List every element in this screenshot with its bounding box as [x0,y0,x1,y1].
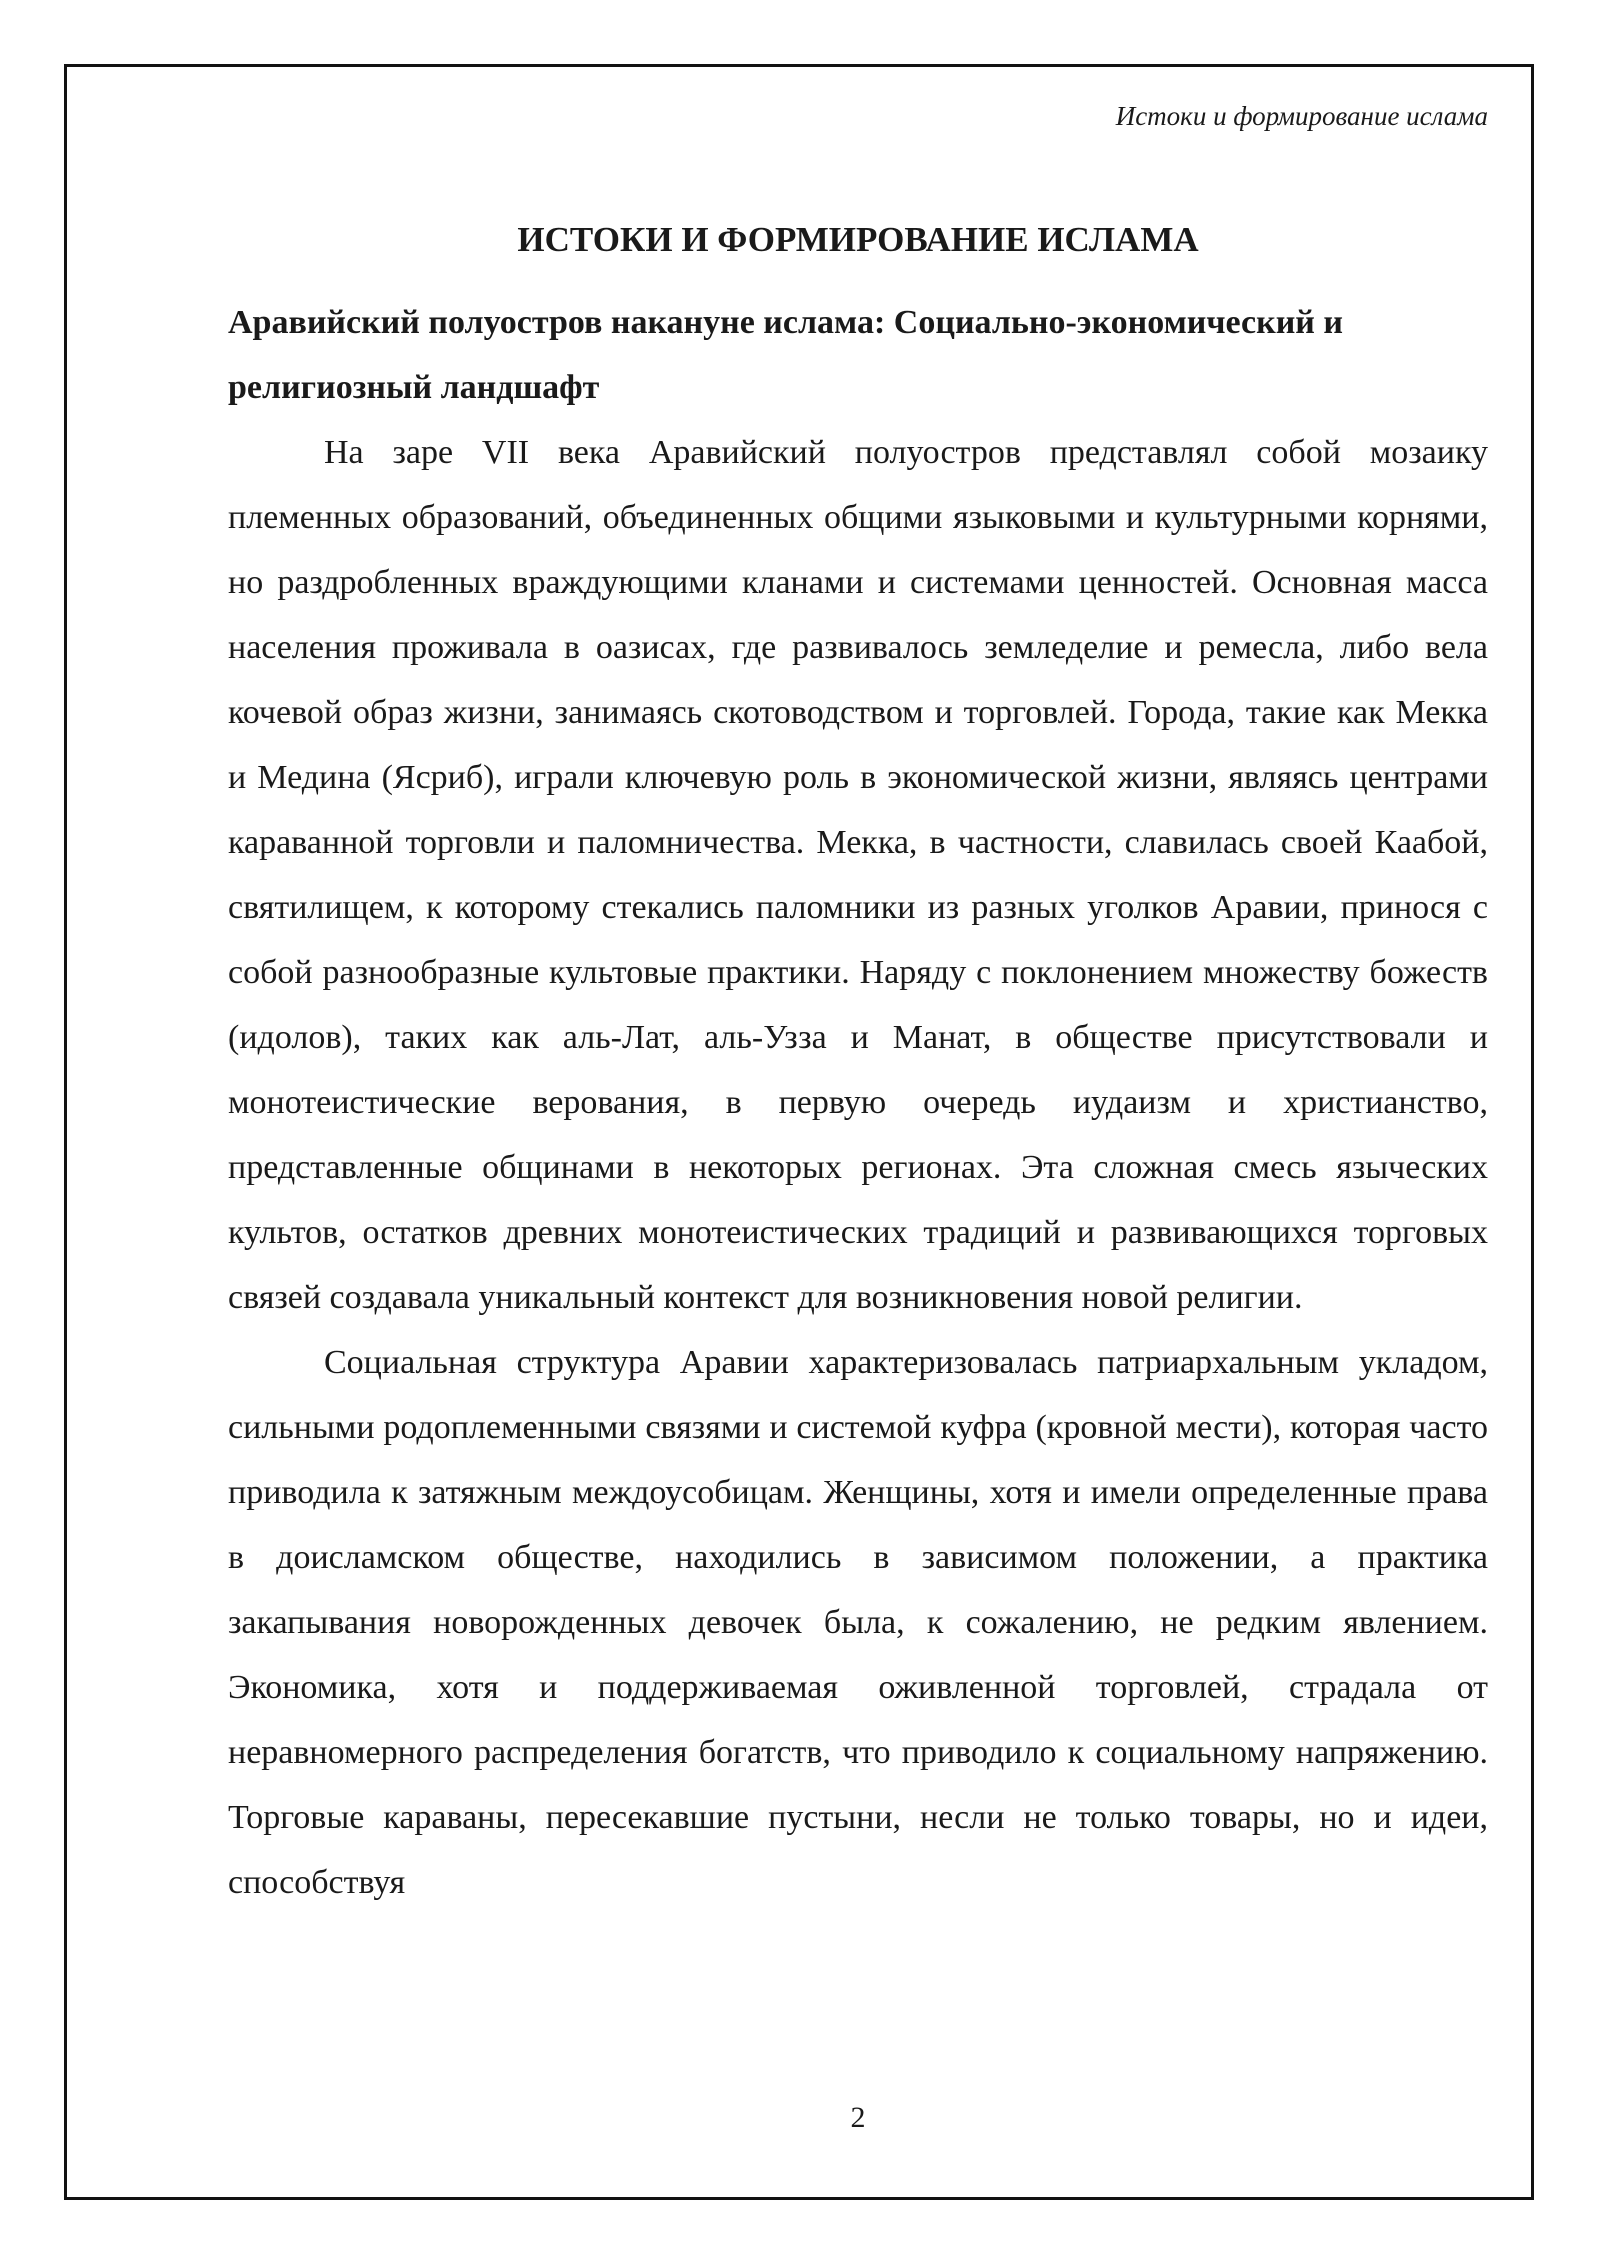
paragraph-2: Социальная структура Аравии характеризовалась патриархальным укладом, сильными родоплеменными связями и системой куфра (кровной мести), которая часто приводила к затяжным междоусобицам. Женщины, хотя и имели определенные права в доисламском обществе, находились в зависимом положении, а практика закапывания новорожденных девочек была, к сожалению, не редким явлением. Экономика, хотя и поддерживаемая оживленной торговлей, страдала от неравномерного распределения богатств, что приводило к социальному напряжению. Торговые караваны, пересекавшие пустыни, несли не только товары, но и идеи, способствуя [228,1344,1488,1901]
section-heading: Аравийский полуостров накануне ислама: Социально-экономический и религиозный ландшафт [228,304,1343,406]
document-title: ИСТОКИ И ФОРМИРОВАНИЕ ИСЛАМА [517,220,1199,259]
page-content [228,210,1488,1915]
paragraph-1: На заре VII века Аравийский полуостров представлял собой мозаику племенных образований, объединенных общими языковыми и культурными корнями, но раздробленных враждующими кланами и системами ценностей. Основная масса населения проживала в оазисах, где развивалось земледелие и ремесла, либо вела кочевой образ жизни, занимаясь скотоводством и торговлей. Города, такие как Мекка и Медина (Ясриб), играли ключевую роль в экономической жизни, являясь центрами караванной торговли и паломничества. Мекка, в частности, славилась своей Каабой, святилищем, к которому стекались паломники из разных уголков Аравии, принося с собой разнообразные культовые практики. Наряду с поклонением множеству божеств (идолов), таких как аль-Лат, аль-Узза и Манат, в обществе присутствовали и монотеистические верования, в первую очередь иудаизм и христианство, представленные общинами в некоторых регионах. Эта сложная смесь языческих культов, остатков древних монотеистических традиций и развивающихся торговых связей создавала уникальный контекст для возникновения новой религии. [228,434,1488,1316]
running-header: Истоки и формирование ислама [1115,101,1488,131]
page-number: 2 [850,2101,866,2134]
